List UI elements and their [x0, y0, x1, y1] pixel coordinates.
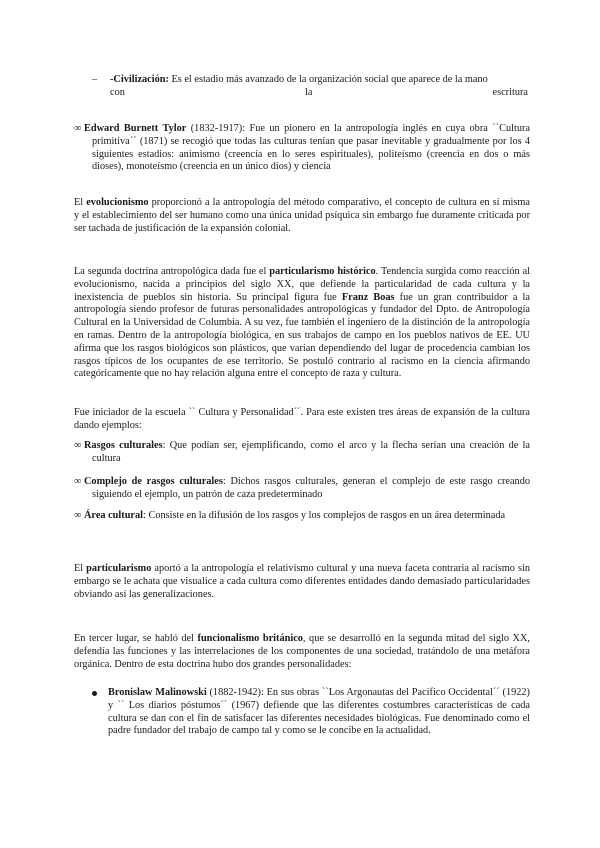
evolucionismo-paragraph	[74, 197, 530, 235]
evolucionismo-term: evolucionismo	[86, 197, 149, 208]
infinity-bullet-icon: ∞	[74, 440, 82, 451]
area-item-area	[74, 510, 530, 523]
particularismo-term: particularismo histórico	[269, 266, 376, 277]
particularismo-paragraph	[74, 266, 530, 381]
area-area-desc: : Consiste en la difusión de los rasgos y los complejos de rasgos en un área determinada	[143, 510, 506, 521]
civilizacion-word-con: con	[110, 87, 125, 98]
tylor-paragraph	[74, 123, 530, 174]
civilizacion-line-2	[110, 87, 528, 100]
relativismo-pre: El	[74, 563, 87, 574]
area-complejo-text	[74, 476, 530, 502]
bullet-dot-icon	[92, 691, 97, 696]
area-item-rasgos	[74, 440, 530, 466]
infinity-bullet-icon: ∞	[74, 123, 82, 134]
funcionalismo-pre: En tercer lugar, se habló del	[74, 633, 198, 644]
infinity-bullet-icon: ∞	[74, 510, 82, 521]
relativismo-text: aportó a la antropología el relativismo cultural y una nueva faceta contraria al racismo sin embargo se le achata que visualice a cada cultura como diferentes entidades dando demasiado particularidades obviando así las generalizaciones.	[74, 563, 530, 600]
civilizacion-line-1	[110, 74, 528, 87]
funcionalismo-text: , que se desarrolló en la segunda mitad del siglo XX, defendía las funciones y las interrelaciones de los componentes de una sociedad, tratándolo de una metáfora orgánica. Dentro de esta doctrina hubo dos grandes personalidades:	[74, 633, 530, 670]
relativismo-term: particularismo	[86, 563, 152, 574]
area-complejo-desc: : Dichos rasgos culturales, generan el complejo de este rasgo creando siguiendo el ejemplo, un patrón de caza predeterminado	[92, 476, 530, 500]
area-complejo-term: Complejo de rasgos culturales	[84, 476, 223, 487]
civilizacion-term: -Civilización:	[110, 74, 169, 85]
malinowski-name: Bronislaw Malinowski	[108, 687, 207, 698]
escuela-text: Fue iniciador de la escuela `` Cultura y Personalidad´´. Para este existen tres áreas de expansión de la cultura dando ejemplos:	[74, 407, 530, 431]
boas-name: Franz Boas	[341, 291, 395, 303]
area-area-text	[74, 510, 530, 523]
particularismo-post: fue un gran contribuidor a la antropología siendo profesor de futuras personalidades antropológicas y fundador del Dpto. de Antropología Cultural en la Universidad de Columbia. A su vez, fue también el ingeniero de la distinción de la antropología en ramas. Dentro de la antropología biológica, en sus trabajos de campo en los pueblos nativos de EE. UU afirma que los rasgos biológicos son plásticos, que varían dependiendo del lugar de procedencia cambian los rasgos típicos de los ocupantes de ese territorio. Se postuló contrario al racismo en la ciencia afirmando categóricamente que no hay relación alguna entre el concepto de raza y cultura.	[74, 291, 530, 380]
civilizacion-word-la: la	[304, 87, 313, 98]
civilizacion-text: Es el estadio más avanzado de la organización social que aparece de la mano	[168, 74, 488, 85]
relativismo-paragraph	[74, 563, 530, 601]
evolucionismo-pre: El	[74, 197, 87, 208]
malinowski-text: (1882-1942): En sus obras ``Los Argonautas del Pacífico Occidental´´ (1922) y `` Los diarios póstumos´´ (1967) defiende que las diferentes costumbres características de cada cultura se dan con el fin de satisfacer las diferentes necesidades biológicas. Fue denominado como el padre fundador del trabajo de campo tal y como se le concibe en la actualidad.	[108, 687, 530, 737]
dash-marker: –	[92, 74, 98, 85]
malinowski-paragraph	[92, 687, 530, 738]
funcionalismo-term: funcionalismo británico	[197, 633, 303, 644]
particularismo-mid: . Tendencia surgida como reacción al evolucionismo, nacida a principios del siglo XX, que defiende la particularidad de cada cultura y la inexistencia de pueblos sin historia. Su principal figura fue	[74, 266, 530, 303]
malinowski-item	[92, 687, 530, 738]
escuela-paragraph	[74, 407, 530, 433]
tylor-item	[74, 123, 530, 174]
funcionalismo-paragraph	[74, 633, 530, 671]
infinity-bullet-icon: ∞	[74, 476, 82, 487]
tylor-name: Edward Burnett Tylor	[84, 123, 187, 134]
area-rasgos-desc: : Que podían ser, ejemplificando, como el arco y la flecha serían una creación de la cultura	[92, 440, 530, 464]
area-rasgos-text	[74, 440, 530, 466]
area-rasgos-term: Rasgos culturales	[84, 440, 163, 451]
civilizacion-word-escritura: escritura	[492, 87, 528, 98]
area-item-complejo	[74, 476, 530, 502]
tylor-text: (1832-1917): Fue un pionero en la antropología inglés en cuya obra ``Cultura primitiva´´ (1871) se recogió que todas las culturas tenían que pasar inevitable y gradualmente por los 4 siguientes estadios: animismo (creencia en lo seres espirituales), politeísmo (creencia en dos o más dioses), monoteísmo (creencia en un único dios) y ciencia	[92, 123, 531, 173]
evolucionismo-text: proporcionó a la antropología del método comparativo, el concepto de cultura en sí misma y el establecimiento del ser humano como una única unidad psíquica sin embargo fue duramente criticada por ser tachada de justificación de la expansión colonial.	[74, 197, 530, 234]
area-area-term: Área cultural	[84, 510, 144, 521]
particularismo-pre: La segunda doctrina antropológica dada fue el	[74, 266, 270, 277]
